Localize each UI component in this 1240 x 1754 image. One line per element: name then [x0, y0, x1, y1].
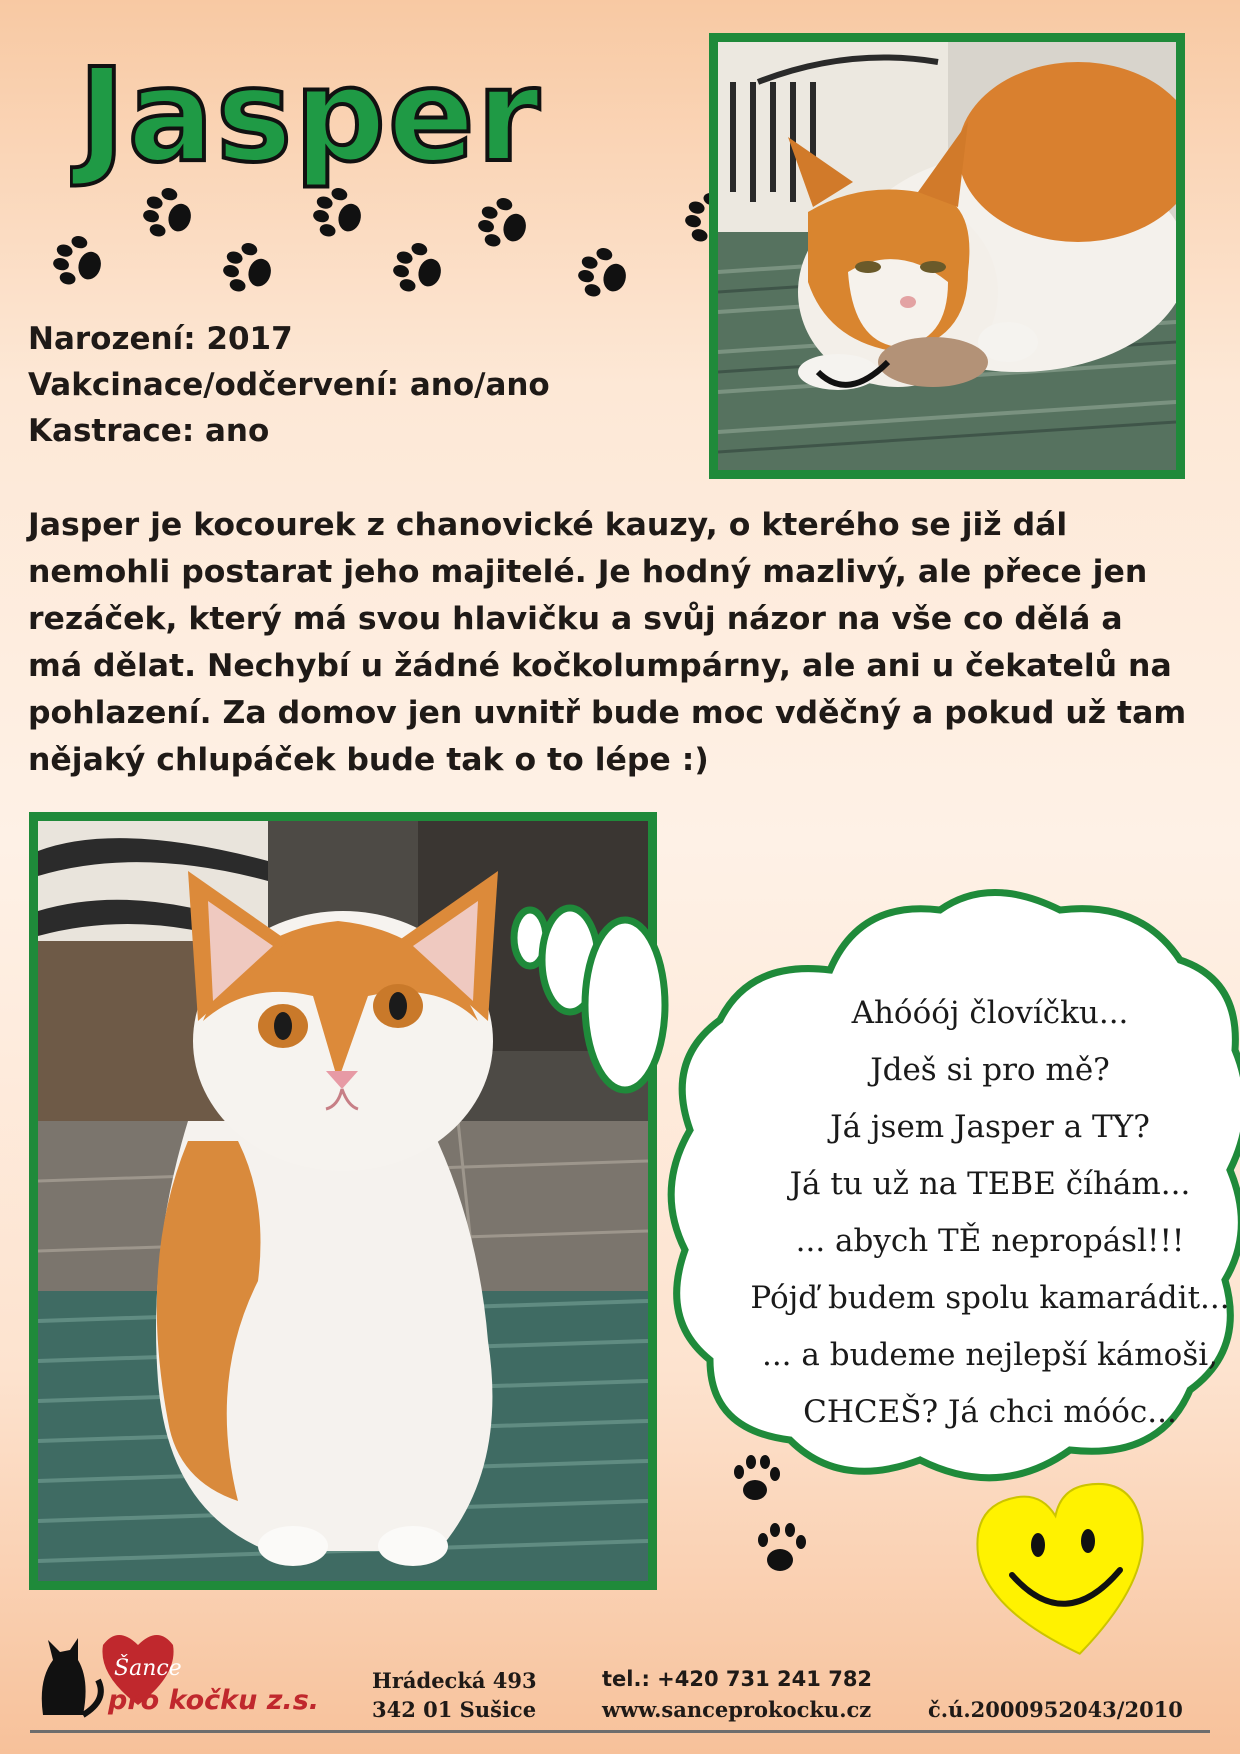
description-line: pohlazení. Za domov jen uvnitř bude moc vděčný a pokud už tam	[28, 695, 1187, 731]
page-title	[70, 40, 630, 190]
paw-prints-icon	[725, 1450, 815, 1590]
paw-prints-icon	[40, 175, 720, 305]
footer-divider	[30, 1730, 1210, 1733]
bubble-line: Pójď budem spolu kamarádit...	[750, 1280, 1230, 1316]
description-text	[28, 502, 1218, 784]
smiley-heart-icon	[970, 1475, 1160, 1665]
castration-info: Kastrace: ano	[28, 413, 270, 449]
description-line: má dělat. Nechybí u žádné kočkolumpárny, ale ani u čekatelů na	[28, 648, 1172, 684]
bubble-line: ... a budeme nejlepší kámoši,	[761, 1337, 1219, 1373]
address-street: Hrádecká 493	[372, 1668, 537, 1693]
description-line: nemohli postarat jeho majitelé. Je hodný mazlivý, ale přece jen	[28, 554, 1148, 590]
bubble-message	[740, 985, 1240, 1441]
bubble-line: ... abych TĚ nepropásl!!!	[795, 1223, 1185, 1259]
bubble-line: Jdeš si pro mě?	[870, 1052, 1110, 1088]
bank-account: č.ú.2000952043/2010	[928, 1697, 1183, 1722]
phone-number: tel.: +420 731 241 782	[602, 1667, 873, 1691]
address-city: 342 01 Sušice	[372, 1697, 537, 1722]
bubble-line: Já jsem Jasper a TY?	[830, 1109, 1150, 1145]
website-link[interactable]: www.sanceprokocku.cz	[602, 1697, 872, 1722]
bubble-line: CHCEŠ? Já chci móóc...	[803, 1394, 1177, 1430]
description-line: nějaký chlupáček bude tak o to lépe :)	[28, 742, 709, 778]
organization-name: pro kočku z.s.	[108, 1685, 320, 1716]
birth-info: Narození: 2017	[28, 321, 293, 357]
vaccination-info: Vakcinace/odčervení: ano/ano	[28, 367, 550, 403]
logo-letters: Šance	[114, 1656, 182, 1681]
paw-trail-decoration	[40, 175, 720, 305]
description-line: Jasper je kocourek z chanovické kauzy, o kterého se již dál	[28, 507, 1068, 543]
description-line: rezáček, který má svou hlavičku a svůj názor na vše co dělá a	[28, 601, 1123, 637]
bubble-line: Ahóóój človíčku...	[851, 995, 1129, 1031]
bubble-line: Já tu už na TEBE číhám...	[789, 1166, 1191, 1202]
cat-photo-lying	[709, 33, 1185, 479]
title-text: Jasper	[78, 42, 542, 190]
